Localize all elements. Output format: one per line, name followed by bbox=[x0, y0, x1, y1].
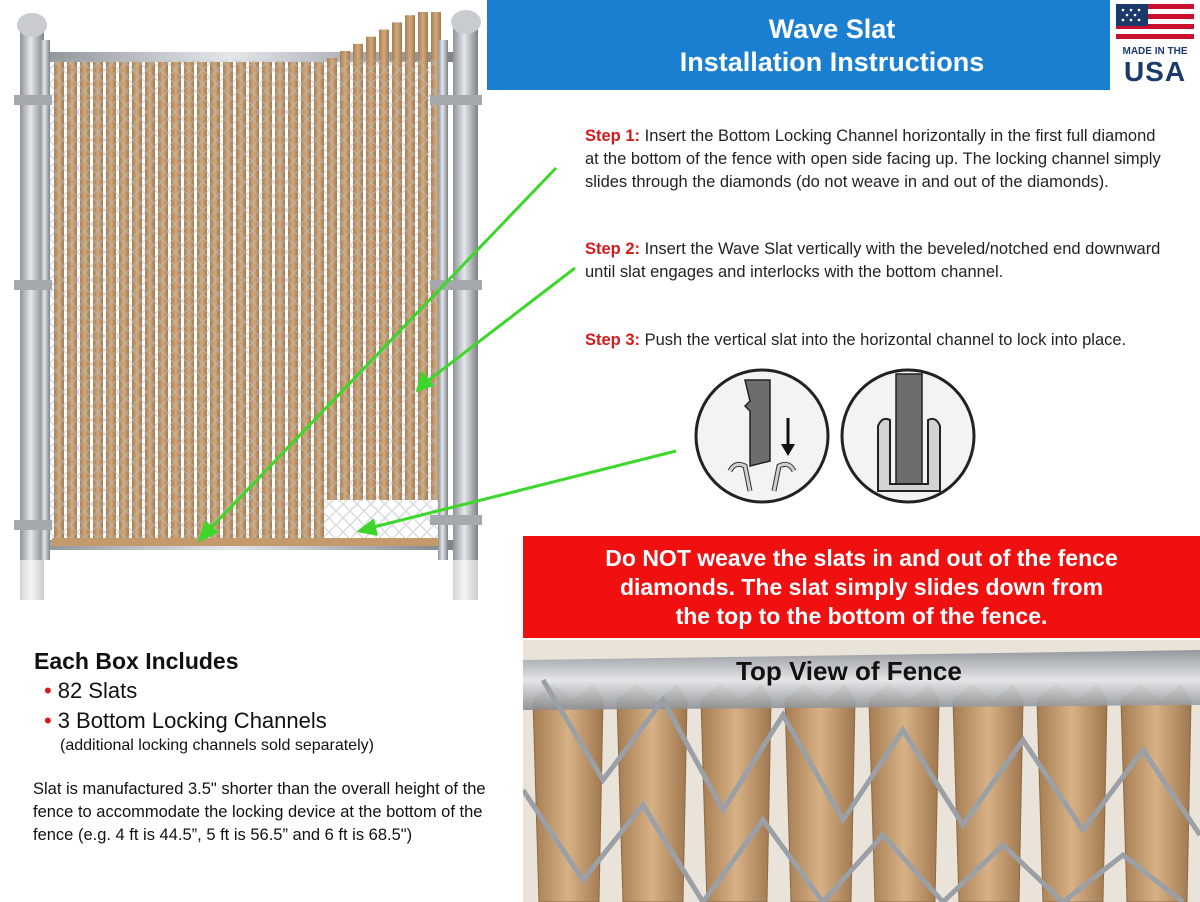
bullet-icon: • bbox=[44, 678, 52, 703]
wave-slat bbox=[869, 685, 939, 902]
step-2-label: Step 2: bbox=[585, 240, 641, 258]
warning-line-1: Do NOT weave the slats in and out of the fence bbox=[605, 545, 1118, 571]
page-title: Wave Slat bbox=[768, 14, 896, 44]
slat-locked-diagram bbox=[842, 370, 974, 502]
warning-line-3: the top to the bottom of the fence. bbox=[675, 603, 1048, 629]
box-note: (additional locking channels sold separately) bbox=[60, 737, 374, 754]
warning-line-2: diamonds. The slat simply slides down from bbox=[619, 574, 1104, 600]
box-item-channels-label: 3 Bottom Locking Channels bbox=[57, 708, 327, 733]
header-banner bbox=[487, 0, 1200, 90]
badge-made-text: MADE IN THE bbox=[1122, 46, 1188, 57]
step-3 bbox=[585, 329, 1165, 352]
wave-slat bbox=[1121, 685, 1191, 902]
page-subtitle: Installation Instructions bbox=[679, 47, 985, 77]
bullet-icon: • bbox=[44, 708, 52, 733]
made-in-usa-badge bbox=[1110, 0, 1200, 90]
box-includes-title: Each Box Includes bbox=[34, 648, 239, 674]
wave-slat bbox=[1037, 685, 1107, 902]
box-item-slats bbox=[44, 678, 137, 704]
top-view-photo bbox=[523, 640, 1200, 902]
fence-gate-photo bbox=[0, 0, 487, 600]
step-1 bbox=[585, 125, 1165, 194]
warning-banner bbox=[523, 536, 1200, 638]
top-view-label: Top View of Fence bbox=[736, 656, 962, 686]
locking-diagram bbox=[690, 366, 980, 506]
step-2 bbox=[585, 238, 1165, 284]
step-1-text: Insert the Bottom Locking Channel horizontally in the first full diamond at the bottom of the fence with open side facing up. The locking channel simply slides through the diamonds (do not weave in and out of the diamonds). bbox=[585, 127, 1161, 191]
step-3-label: Step 3: bbox=[585, 331, 641, 349]
box-item-slats-label: 82 Slats bbox=[57, 678, 138, 703]
step-2-text: Insert the Wave Slat vertically with the beveled/notched end downward until slat engages and interlocks with the bottom channel. bbox=[585, 240, 1161, 281]
step-3-text: Push the vertical slat into the horizontal channel to lock into place. bbox=[644, 331, 1127, 349]
slat-insert-diagram bbox=[696, 370, 828, 502]
badge-usa-text: USA bbox=[1123, 56, 1187, 87]
wave-slat bbox=[785, 685, 855, 902]
step-1-label: Step 1: bbox=[585, 127, 641, 145]
box-item-channels bbox=[44, 708, 327, 734]
slat-length-note: Slat is manufactured 3.5" shorter than the overall height of the fence to accommodate the locking device at the bottom of the fence (e.g. 4 ft is 44.5”, 5 ft is 56.5” and 6 ft is 68.5") bbox=[33, 780, 486, 844]
us-flag-icon bbox=[1110, 0, 1200, 48]
